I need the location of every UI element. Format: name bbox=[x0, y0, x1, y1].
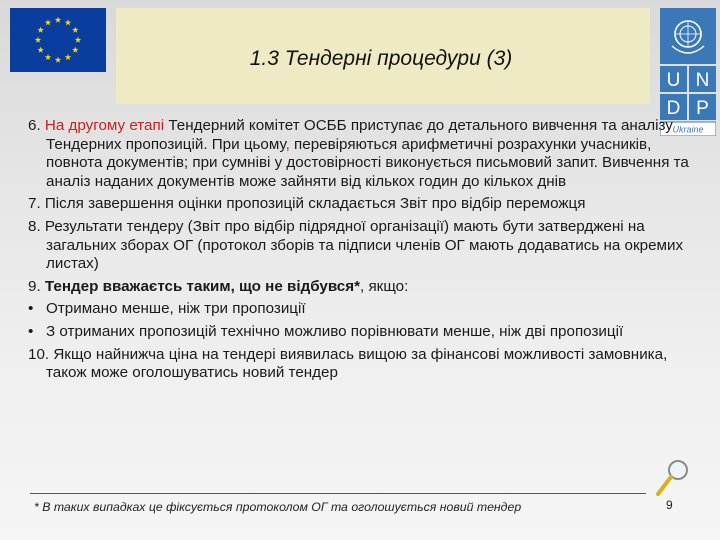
paragraph-9-rest: , якщо: bbox=[360, 277, 409, 295]
undp-letter-p: P bbox=[696, 98, 709, 119]
paragraph-9-number: 9. bbox=[28, 277, 45, 295]
undp-letter-d: D bbox=[666, 98, 681, 119]
bullet-text: Отримано менше, ніж три пропозиції bbox=[46, 300, 306, 318]
footnote: * В таких випадках це фіксується протоколом ОГ та оголошується новий тендер bbox=[34, 500, 522, 514]
paragraph-6-lead: На другому етапі bbox=[44, 117, 165, 134]
eu-star bbox=[37, 47, 43, 53]
undp-letter-n: N bbox=[695, 70, 710, 91]
paragraph-7: 7. Після завершення оцінки пропозицій складається Звіт про відбір переможця bbox=[28, 195, 586, 213]
list-item bbox=[28, 300, 698, 319]
magnifier-icon bbox=[652, 458, 692, 500]
eu-star bbox=[72, 47, 78, 53]
undp-letter-u: U bbox=[666, 70, 681, 91]
title-box bbox=[116, 8, 650, 104]
paragraph-6-text-a: Тендерний комітет ОСББ приступає до детального вивчення та аналізу Тендерних пропозицій. При цьому bbox=[46, 117, 673, 153]
page-title: 1.3 Тендерні процедури (3) bbox=[249, 47, 513, 70]
paragraph-6 bbox=[28, 117, 698, 191]
paragraph-8: 8. Результати тендеру (Звіт про відбір підрядної організації) мають бути затверджені на загальних зборах ОГ (протокол зборів та підписи членів ОГ мають додаватись на окремих листах) bbox=[28, 217, 684, 273]
eu-star bbox=[55, 17, 61, 23]
paragraph-6-comma: , bbox=[285, 135, 290, 153]
eu-star bbox=[35, 37, 41, 43]
eu-star bbox=[65, 54, 71, 60]
footnote-divider bbox=[30, 493, 646, 494]
bullet-dot: • bbox=[28, 300, 34, 318]
eu-star bbox=[75, 37, 81, 43]
eu-star bbox=[45, 19, 51, 25]
list-item bbox=[28, 323, 698, 342]
content-body bbox=[28, 117, 698, 387]
eu-star bbox=[65, 19, 71, 25]
eu-star bbox=[45, 54, 51, 60]
undp-country: Ukraine bbox=[672, 124, 704, 135]
bullet-text: З отриманих пропозицій технічно можливо порівнювати менше, ніж дві пропозиції bbox=[46, 322, 624, 340]
paragraph-10: 10. Якщо найнижча ціна на тендері виявилась вищою за фінансові можливості замовника, також може оголошуватись новий тендер bbox=[28, 345, 668, 382]
eu-flag-icon bbox=[10, 8, 106, 72]
page-number: 9 bbox=[666, 498, 673, 512]
paragraph-9 bbox=[28, 278, 698, 297]
eu-star bbox=[72, 27, 78, 33]
paragraph-6-number: 6. bbox=[28, 117, 45, 134]
bullet-dot: • bbox=[28, 322, 34, 340]
eu-star bbox=[37, 27, 43, 33]
eu-star bbox=[55, 57, 61, 63]
paragraph-6-text-b: перевіряються арифметичні розрахунки учасників, повнота документів; при сумніві у достовірності виконується письмовий запит. Вивчення та аналіз наданих документів може зайняти від кількох годин до кількох днів bbox=[46, 135, 689, 190]
paragraph-9-bold: Тендер вважаєтсь таким, що не відбувся* bbox=[44, 277, 361, 295]
